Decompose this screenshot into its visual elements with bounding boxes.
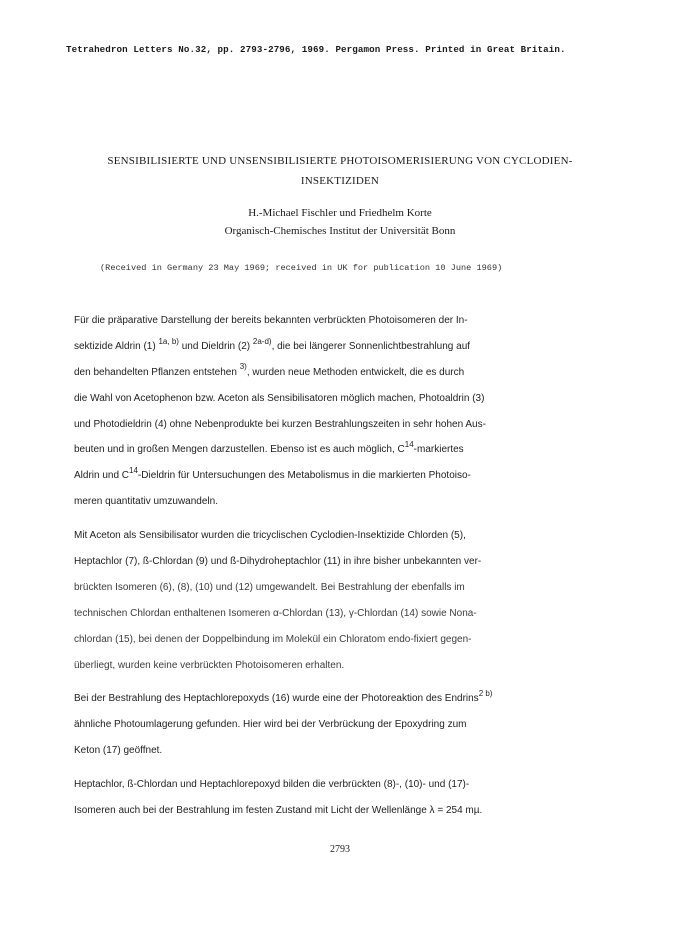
reference-mark: 2a-d) (252, 336, 272, 346)
text-span: -markiertes (413, 444, 464, 456)
text-line: Mit Aceton als Sensibilisator wurden die tricyclischen Cyclodien-Insektizide Chlorden (5), (74, 530, 466, 542)
paragraph-3 (74, 686, 604, 764)
text-line (74, 334, 604, 360)
isotope-mark: 14 (129, 466, 138, 476)
text-span: sektizide Aldrin (1) (74, 340, 159, 352)
text-span: , die bei längerer Sonnenlichtbestrahlung auf (271, 340, 471, 352)
author-names: H.-Michael Fischler und Friedhelm Korte (248, 207, 432, 219)
reference-mark: 1a, b) (158, 336, 179, 346)
text-line: Isomeren auch bei der Bestrahlung im festen Zustand mit Licht der Wellenlänge λ = 254 mµ. (74, 805, 483, 817)
text-line: technischen Chlordan enthaltenen Isomeren α-Chlordan (13), γ-Chlordan (14) sowie Nona- (74, 607, 477, 619)
author-affiliation: Organisch-Chemisches Institut der Universität Bonn (224, 225, 456, 237)
text-span: den behandelten Pflanzen entstehen (74, 366, 240, 378)
title-line-1: SENSIBILISIERTE UND UNSENSIBILISIERTE PHOTOISOMERISIERUNG VON CYCLODIEN- (107, 155, 573, 167)
text-line: chlordan (15), bei denen der Doppelbindung im Molekül ein Chloratom endo-fixiert gegen- (74, 633, 472, 645)
text-line (74, 686, 604, 712)
text-line (74, 437, 604, 463)
text-span: und Dieldrin (2) (178, 340, 253, 352)
paragraph-2 (74, 523, 604, 678)
journal-header: Tetrahedron Letters No.32, pp. 2793-2796, 1969. Pergamon Press. Printed in Great Britain. (66, 44, 566, 55)
text-span: Aldrin und C (74, 470, 130, 482)
text-line: ähnliche Photoumlagerung gefunden. Hier wird bei der Verbrückung der Epoxydring zum (74, 719, 467, 731)
reference-mark: 2 b) (478, 689, 493, 699)
text-line: Heptachlor (7), ß-Chlordan (9) und ß-Dihydroheptachlor (11) in ihre bisher unbekannten ver- (74, 556, 482, 568)
paper-title (60, 151, 620, 191)
text-line: und Photodieldrin (4) ohne Nebenprodukte bei kurzen Bestrahlungszeiten in sehr hohen Aus- (74, 418, 486, 430)
text-line (74, 463, 604, 489)
text-span: -Dieldrin für Untersuchungen des Metabolismus in die markierten Photoiso- (137, 470, 471, 482)
paragraph-4 (74, 772, 604, 824)
text-span: beuten und in großen Mengen darzustellen. Ebenso ist es auch möglich, C (74, 444, 405, 456)
text-span: , wurden neue Methoden entwickelt, die es durch (246, 366, 465, 378)
author-block (60, 204, 620, 240)
text-line: brückten Isomeren (6), (8), (10) und (12) umgewandelt. Bei Bestrahlung der ebenfalls im (74, 581, 465, 593)
received-dates: (Received in Germany 23 May 1969; received in UK for publication 10 June 1969) (100, 263, 503, 273)
isotope-mark: 14 (404, 440, 414, 450)
paper-body (74, 308, 604, 824)
text-line: Für die präparative Darstellung der bereits bekannten verbrückten Photoisomeren der In- (74, 315, 468, 326)
paragraph-1 (74, 308, 604, 515)
text-line: überliegt, wurden keine verbrückten Photoisomeren erhalten. (74, 659, 345, 671)
reference-mark: 3) (239, 362, 247, 372)
text-line: meren quantitativ umzuwandeln. (74, 496, 218, 508)
text-line: Heptachlor, ß-Chlordan und Heptachlorepoxyd bilden die verbrückten (8)-, (10)- und (17)- (74, 779, 470, 791)
title-line-2: INSEKTIZIDEN (300, 175, 380, 187)
text-line (74, 360, 604, 386)
text-line: die Wahl von Acetophenon bzw. Aceton als Sensibilisatoren möglich machen, Photoaldrin (3) (74, 392, 485, 404)
page-number: 2793 (330, 844, 350, 855)
text-line: Keton (17) geöffnet. (74, 745, 163, 757)
text-span: Bei der Bestrahlung des Heptachlorepoxyds (16) wurde eine der Photoreaktion des Endrins (74, 693, 479, 705)
